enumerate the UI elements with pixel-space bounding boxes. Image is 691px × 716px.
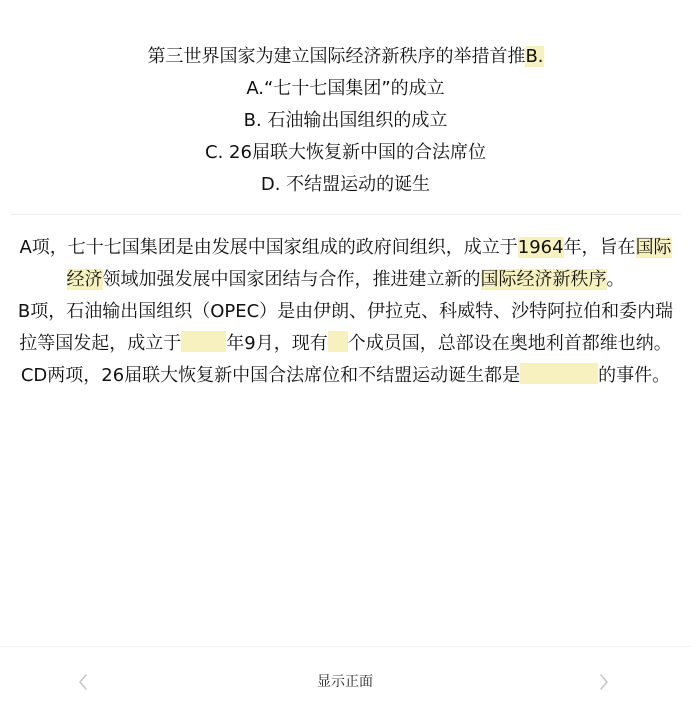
question-section xyxy=(0,0,691,201)
highlight-order: 国际经济新秩序 xyxy=(480,269,607,290)
show-front-button[interactable]: 显示正面 xyxy=(317,674,373,690)
option-a: A.“七十七国集团”的成立 xyxy=(246,78,445,99)
footer-bar xyxy=(0,646,691,716)
answer-section xyxy=(0,232,691,392)
answer-paragraph-b: B项，石油输出国组织（OPEC）是由伊朗、伊拉克、科威特、沙特阿拉伯和委内瑞拉等国发起，成立于 年9月，现有 个成员国，总部设在奥地利首都维也纳。 xyxy=(17,301,674,354)
divider xyxy=(10,214,681,215)
next-card-button[interactable] xyxy=(593,671,615,693)
chevron-left-icon xyxy=(77,673,89,691)
highlight-year: 1964 xyxy=(517,237,564,258)
question-stem: 第三世界国家为建立国际经济新秩序的举措首推B. xyxy=(147,46,544,67)
answer-paragraph-cd: CD两项，26届联大恢复新中国合法席位和不结盟运动诞生都是 的事件。 xyxy=(20,365,671,386)
highlight-field: 国际经济 xyxy=(66,237,672,290)
blank-founding-year xyxy=(181,331,226,352)
blank-event-period xyxy=(520,363,598,384)
option-b: B. 石油输出国组织的成立 xyxy=(243,110,448,131)
option-d: D. 不结盟运动的诞生 xyxy=(260,174,431,195)
prev-card-button[interactable] xyxy=(72,671,94,693)
chevron-right-icon xyxy=(598,673,610,691)
option-c: C. 26届联大恢复新中国的合法席位 xyxy=(205,142,486,163)
stem-answer-highlight: B. xyxy=(525,46,544,67)
blank-member-count xyxy=(328,331,348,352)
answer-paragraph-a: A项，七十七国集团是由发展中国家组成的政府间组织，成立于1964年，旨在国际经济领域加强发展中国家团结与合作，推进建立新的国际经济新秩序。 xyxy=(19,237,672,290)
